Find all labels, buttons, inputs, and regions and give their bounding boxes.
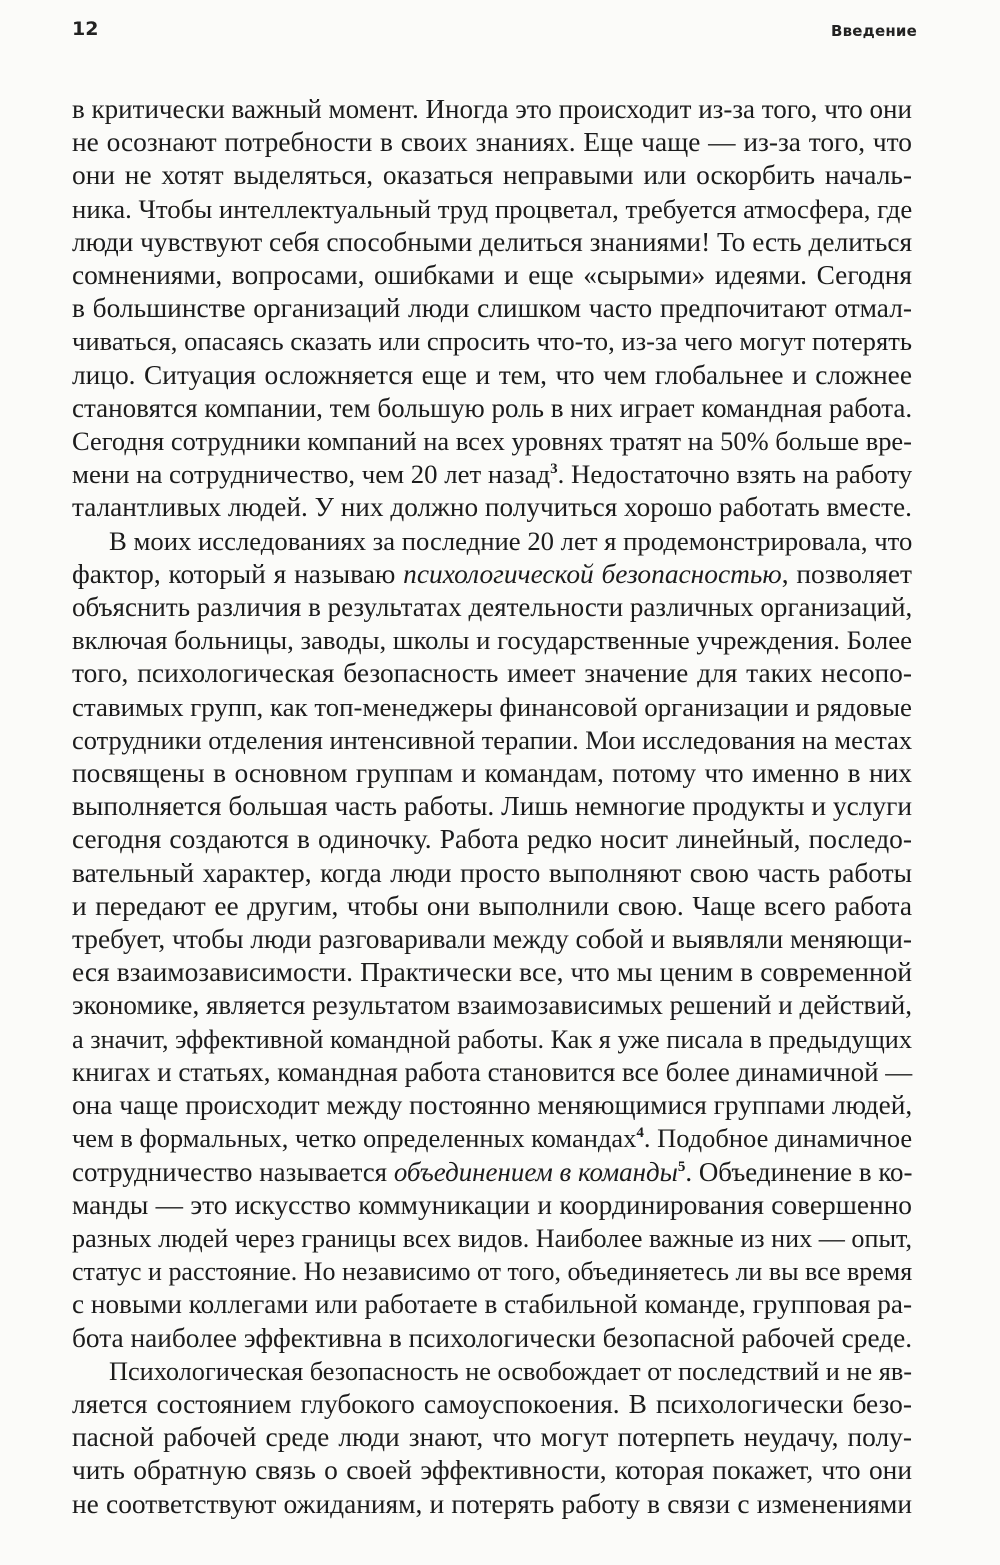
body-text: [72, 93, 912, 1521]
text-line: [72, 1122, 912, 1155]
text-run: . Объединение в ко-: [685, 1156, 913, 1187]
italic-term: психологической безопасностью: [403, 558, 782, 589]
text-line: В моих исследованиях за последние 20 лет я продемонстрировала, что: [109, 525, 913, 556]
text-line: чиваться, опасаясь сказать или спросить что-то, из-за чего могут потерять: [72, 326, 912, 357]
paragraph-2: [72, 525, 912, 1355]
page-header: [72, 18, 917, 48]
text-line: еся взаимозависимости. Практически все, что мы ценим в современной: [72, 957, 912, 988]
text-line: книгах и статьях, командная работа становится все более динамичной —: [72, 1056, 913, 1087]
text-line: сотрудники отделения интенсивной терапии. Мои исследования на местах: [72, 724, 913, 755]
italic-term: объединением в команды: [393, 1156, 678, 1187]
paragraph-1: [72, 93, 912, 525]
text-line: ставимых групп, как топ-менеджеры финансовой организации и рядовые: [72, 691, 912, 722]
text-run: фактор, который я называю: [72, 558, 404, 589]
text-line: талантливых людей. У них должно получиться хорошо работать вместе.: [72, 492, 912, 523]
page-number: 12: [72, 18, 99, 40]
text-line: и передают ее другим, чтобы они выполнили свою. Чаще всего работа: [72, 890, 912, 921]
text-line: люди чувствуют себя способными делиться знаниями! То есть делиться: [72, 226, 913, 257]
text-line: [72, 458, 912, 491]
text-line: Психологическая безопасность не освобождает от последствий и не яв-: [109, 1356, 912, 1386]
text-line: с новыми коллегами или работаете в стабильной команде, групповая ра-: [72, 1289, 913, 1320]
text-line: выполняется большая часть работы. Лишь немногие продукты и услуги: [72, 791, 912, 822]
text-line: статус и расстояние. Но независимо от того, объединяетесь ли вы все время: [72, 1257, 913, 1287]
footnote-ref-5[interactable]: 5: [677, 1158, 686, 1175]
text-line: того, психологическая безопасность имеет значение для таких несопо-: [72, 658, 912, 689]
text-line: в критически важный момент. Иногда это происходит из-за того, что они: [72, 94, 912, 124]
text-line: сомнениями, вопросами, ошибками и еще «сырыми» идеями. Сегодня: [72, 260, 912, 291]
text-line: чить обратную связь о своей эффективности, которая покажет, что они: [72, 1455, 912, 1486]
text-run: , позволяет: [781, 558, 913, 589]
text-line: она чаще происходит между постоянно меняющимися группами людей,: [72, 1090, 913, 1121]
text-line: посвящены в основном группам и командам, потому что именно в них: [72, 758, 912, 789]
text-run: . Подобное динамичное: [643, 1123, 913, 1154]
text-run: мени на сотрудничество, чем 20 лет назад: [72, 459, 551, 490]
text-line: требует, чтобы люди разговаривали между собой и выявляли меняющи-: [72, 924, 912, 955]
paragraph-3: [72, 1355, 912, 1521]
text-line: а значит, эффективной командной работы. Как я уже писала в предыдущих: [72, 1024, 912, 1054]
text-line: лицо. Ситуация осложняется еще и тем, что чем глобальнее и сложнее: [72, 359, 912, 390]
text-line: объяснить различия в результатах деятельности различных организаций,: [72, 592, 913, 623]
text-line: становятся компании, тем большую роль в них играет командная работа.: [72, 392, 913, 423]
text-run: чем в формальных, четко определенных командах: [72, 1123, 637, 1154]
text-line: манды — это искусство коммуникации и координирования совершенно: [72, 1189, 912, 1220]
text-line: пасной рабочей среде люди знают, что могут потерпеть неудачу, полу-: [72, 1422, 912, 1453]
text-line: включая больницы, заводы, школы и государственные учреждения. Более: [72, 625, 912, 656]
text-line: ника. Чтобы интеллектуальный труд процветал, требуется атмосфера, где: [72, 193, 913, 224]
footnote-ref-3[interactable]: 3: [550, 461, 558, 478]
text-line: в большинстве организаций люди слишком часто предпочитают отмал-: [72, 293, 912, 324]
text-line: Сегодня сотрудники компаний на всех уровнях тратят на 50% больше вре-: [72, 426, 912, 457]
text-line: разных людей через границы всех видов. Наиболее важные из них — опыт,: [72, 1223, 912, 1253]
text-line: сегодня создаются в одиночку. Работа редко носит линейный, последо-: [72, 824, 912, 855]
text-line: не осознают потребности в своих знаниях. Еще чаще — из-за того, что: [72, 127, 912, 158]
text-run: . Недостаточно взять на работу: [557, 459, 913, 490]
running-head: Введение: [830, 22, 917, 40]
footnote-ref-4[interactable]: 4: [636, 1125, 644, 1142]
text-line: вательный характер, когда люди просто выполняют свою часть работы: [72, 857, 912, 888]
text-line: [72, 1156, 912, 1189]
text-line: экономике, является результатом взаимозависимых решений и действий,: [72, 990, 912, 1021]
text-run: сотрудничество называется: [72, 1156, 394, 1187]
text-line: бота наиболее эффективна в психологически безопасной рабочей среде.: [72, 1322, 913, 1353]
text-line: они не хотят выделяться, оказаться неправыми или оскорбить началь-: [72, 160, 912, 191]
text-line: не соответствуют ожиданиям, и потерять работу в связи с изменениями: [72, 1488, 912, 1519]
text-line: [72, 558, 912, 591]
text-line: ляется состоянием глубокого самоуспокоения. В психологически безо-: [72, 1388, 912, 1419]
